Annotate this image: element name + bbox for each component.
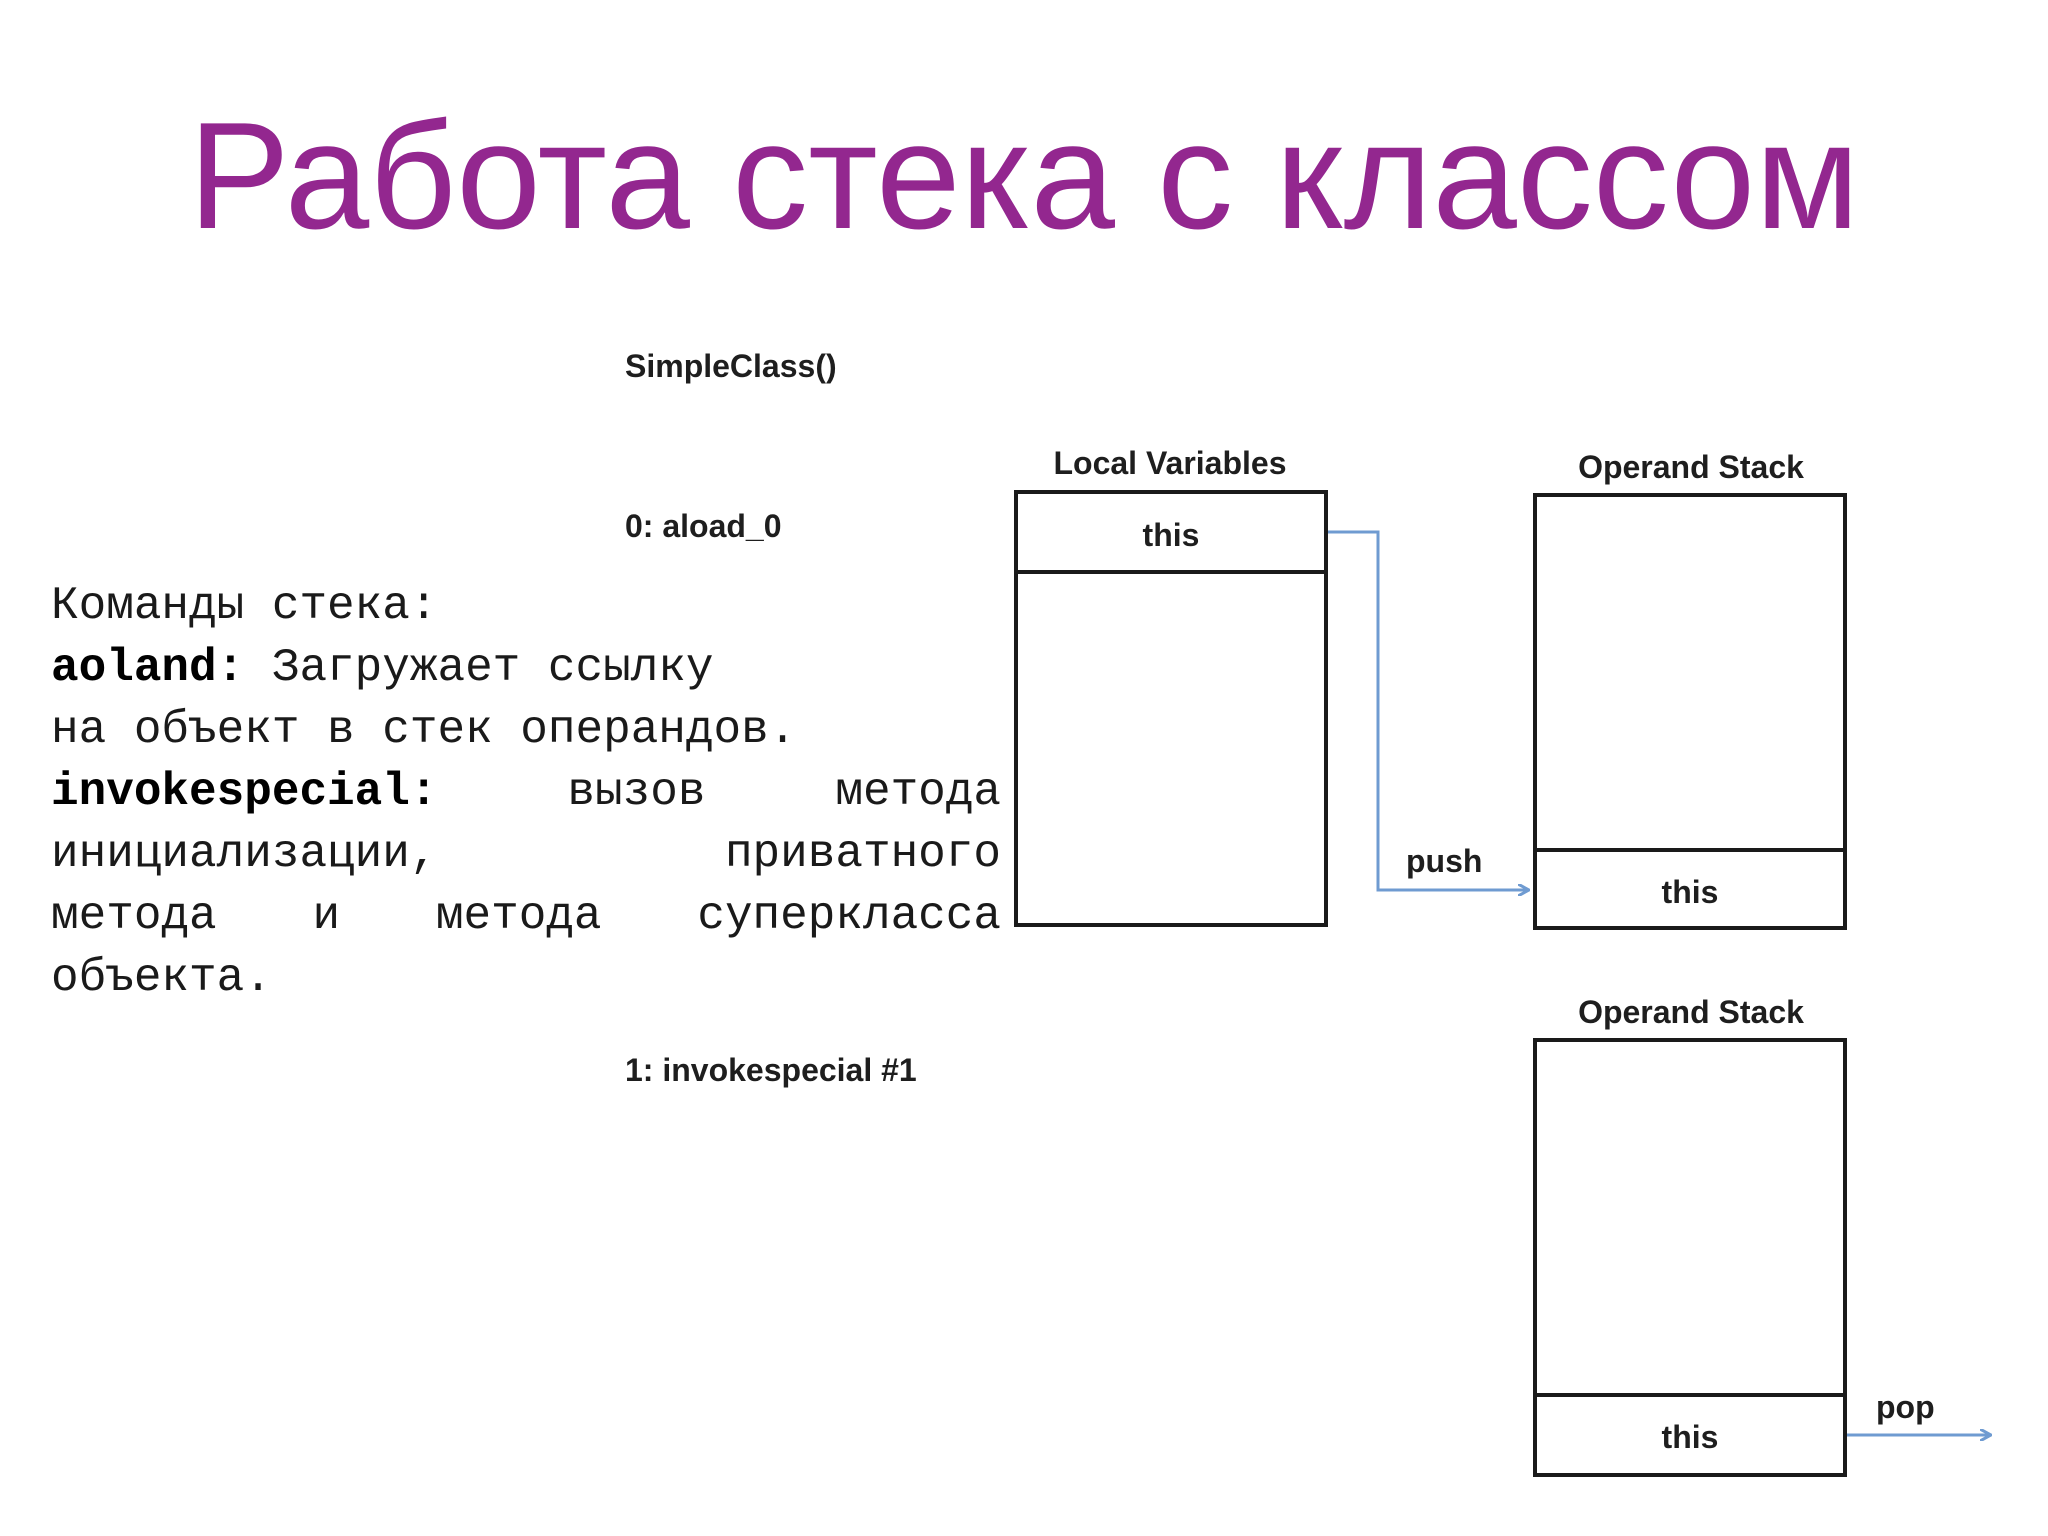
invokespecial-line xyxy=(51,761,1001,823)
instruction-aload: 0: aload_0 xyxy=(625,508,782,544)
method-signature: SimpleClass() xyxy=(625,348,837,384)
stack-commands-description xyxy=(51,575,1001,1009)
invokespecial-text-1: вызов метода xyxy=(567,766,1001,818)
operand-stack-pop-box xyxy=(1535,1040,1845,1475)
description-heading: Команды стека: xyxy=(51,580,438,632)
operand-stack-pop-title: Operand Stack xyxy=(1578,994,1804,1030)
aoland-line xyxy=(51,637,1001,699)
instruction-invokespecial: 1: invokespecial #1 xyxy=(625,1052,917,1088)
pop-label: pop xyxy=(1876,1389,1935,1425)
operand-stack-push-box xyxy=(1535,495,1845,928)
local-variables-title: Local Variables xyxy=(1053,445,1287,481)
invokespecial-term: invokespecial: xyxy=(51,766,438,818)
local-variables-box xyxy=(1016,492,1326,925)
push-label: push xyxy=(1406,843,1483,879)
operand-stack-push-title: Operand Stack xyxy=(1578,449,1804,485)
operand-stack-push-item-this: this xyxy=(1661,874,1719,910)
operand-stack-pop-item-this: this xyxy=(1661,1419,1719,1455)
slide-title: Работа стека с классом xyxy=(188,91,1860,261)
invokespecial-text-3: метода и метода суперкласса xyxy=(51,890,1001,942)
invokespecial-text-4: объекта. xyxy=(51,952,272,1004)
aoland-text-2: на объект в стек операндов. xyxy=(51,704,797,756)
aoland-text-1: Загружает ссылку xyxy=(271,642,714,694)
aoland-term: aoland: xyxy=(51,642,245,694)
invokespecial-text-2: инициализации, приватного xyxy=(51,828,1001,880)
local-variables-slot-this: this xyxy=(1142,517,1200,553)
push-arrow xyxy=(1328,532,1528,890)
